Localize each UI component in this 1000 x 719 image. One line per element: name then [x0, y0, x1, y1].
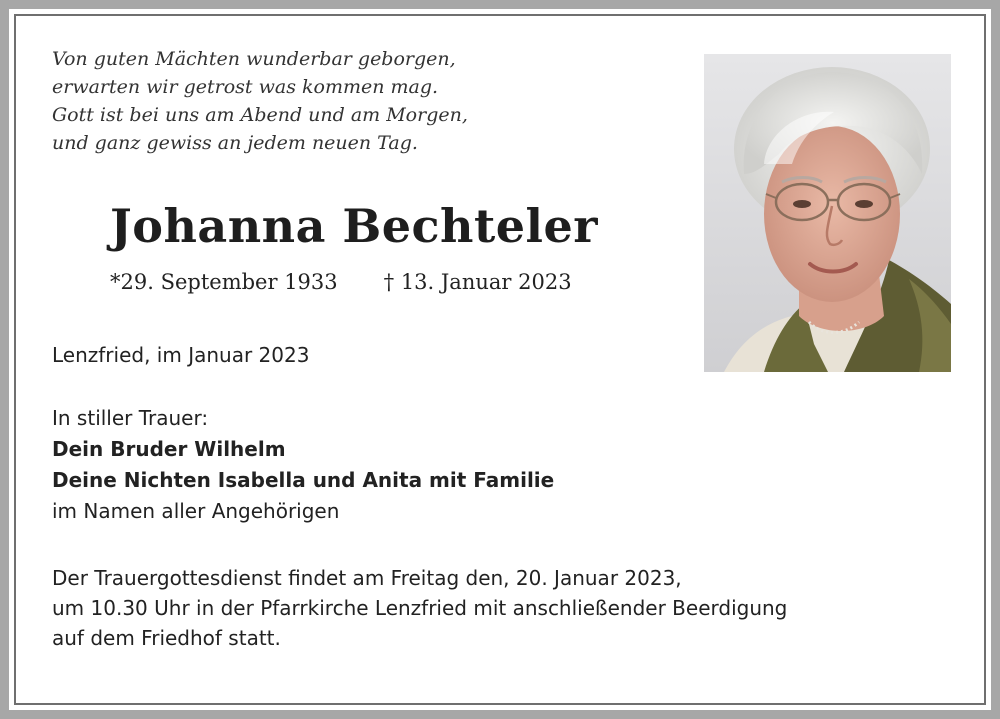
service-line: auf dem Friedhof statt. — [52, 626, 281, 650]
service-line: um 10.30 Uhr in der Pfarrkirche Lenzfried mit anschließender Beerdigung — [52, 596, 788, 620]
poem-line: Gott ist bei uns am Abend und am Morgen, — [52, 104, 468, 126]
service-info — [52, 563, 787, 653]
portrait-photo — [704, 54, 951, 372]
mourners-intro: In stiller Trauer: — [52, 406, 209, 430]
poem-line: erwarten wir getrost was kommen mag. — [52, 76, 439, 98]
mourner-brother: Dein Bruder Wilhelm — [52, 437, 286, 461]
death-date: † 13. Januar 2023 — [383, 270, 572, 294]
birth-date: *29. September 1933 — [110, 270, 338, 294]
poem — [52, 45, 468, 157]
mourners-closing: im Namen aller Angehörigen — [52, 499, 340, 523]
poem-line: und ganz gewiss an jedem neuen Tag. — [52, 132, 418, 154]
mourner-nieces: Deine Nichten Isabella und Anita mit Familie — [52, 468, 555, 492]
portrait-illustration — [704, 54, 951, 372]
poem-line: Von guten Mächten wunderbar geborgen, — [52, 48, 456, 70]
life-dates — [110, 266, 572, 298]
place-date: Lenzfried, im Januar 2023 — [52, 343, 310, 367]
deceased-name: Johanna Bechteler — [110, 199, 598, 253]
service-line: Der Trauergottesdienst findet am Freitag den, 20. Januar 2023, — [52, 566, 682, 590]
mourners — [52, 403, 554, 527]
